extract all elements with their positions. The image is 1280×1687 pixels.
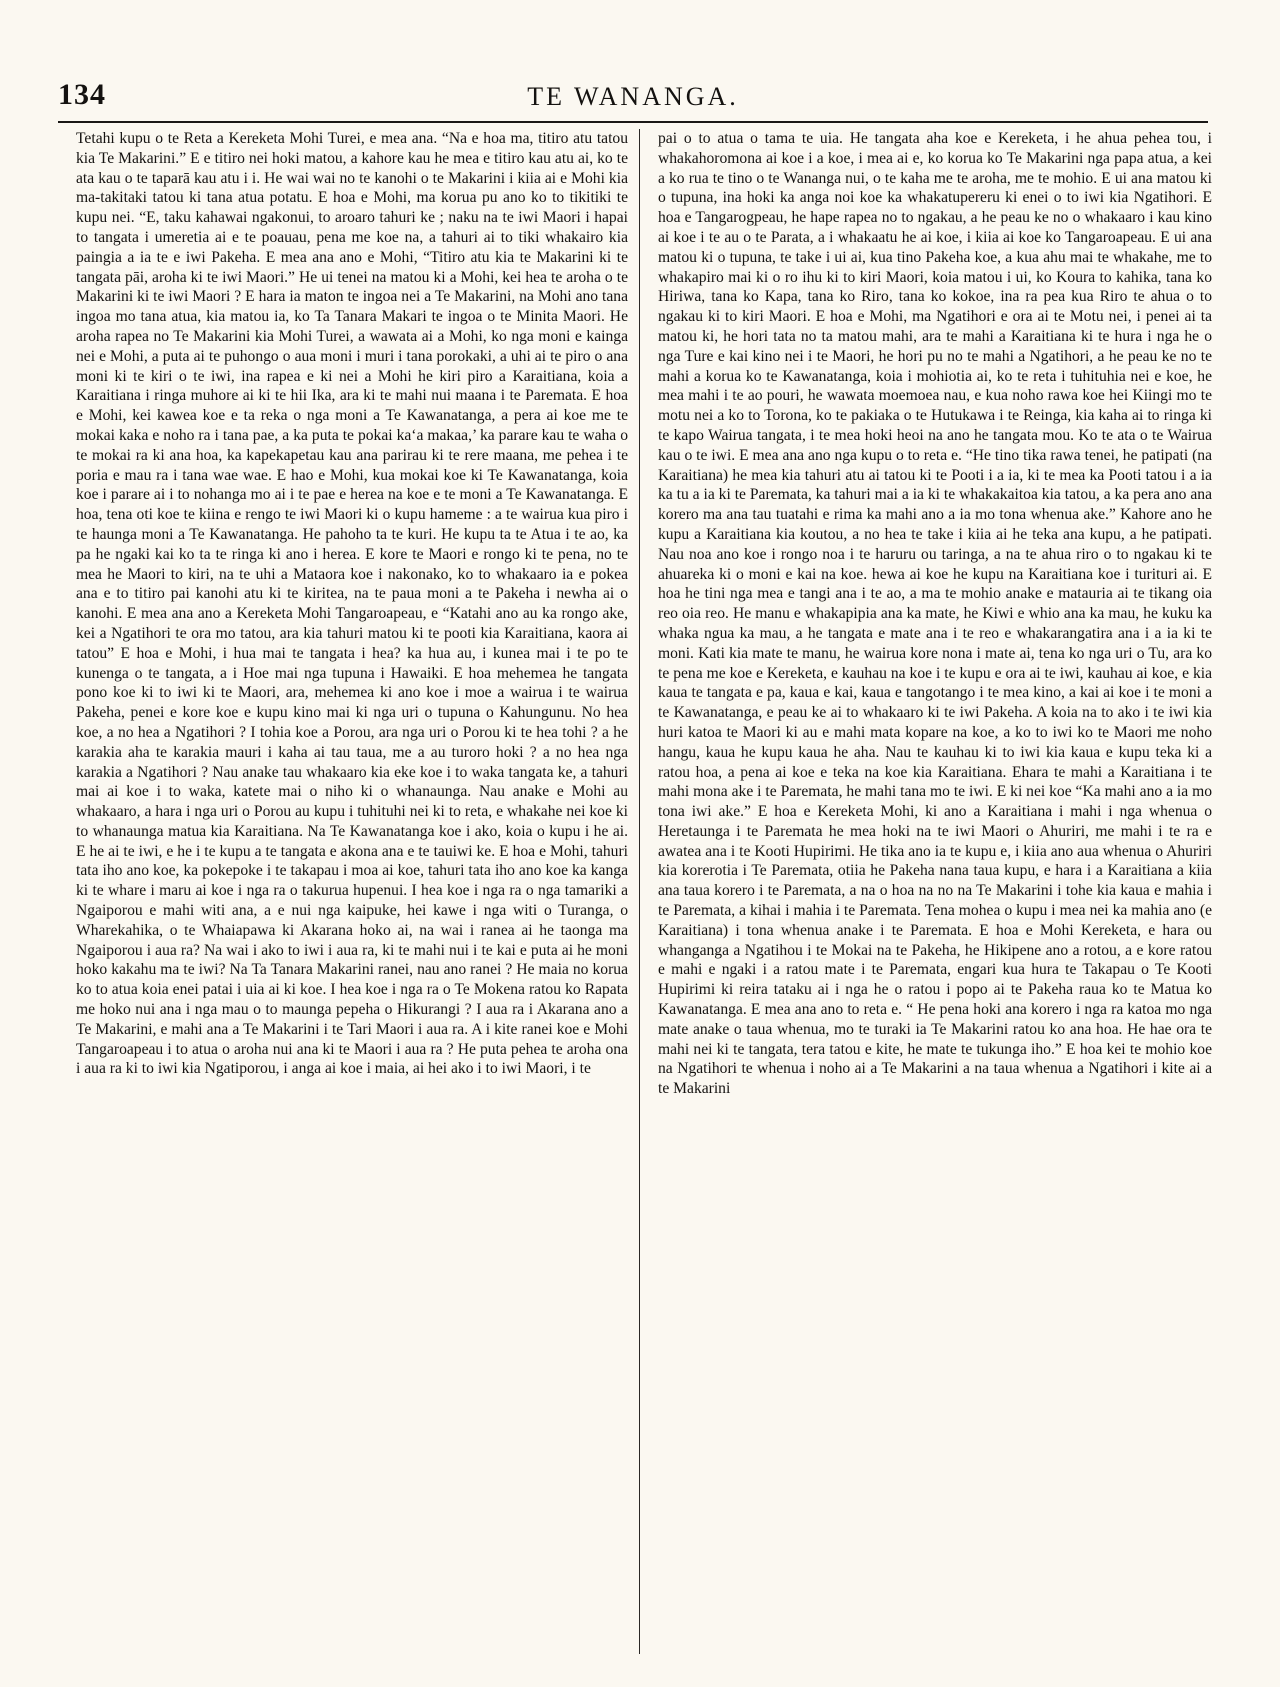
page-header [58, 78, 1208, 122]
column-divider [639, 129, 640, 1654]
header-rule [58, 121, 1208, 123]
newspaper-title: TE WANANGA. [527, 82, 739, 111]
left-column [76, 129, 628, 1659]
page-number: 134 [58, 78, 106, 111]
right-column-text: pai o to atua o tama te uia. He tangata aha koe e Kereketa, i he ahua pehea tou, i whakahoromona ai koe i a koe, i mea ai e, ko korua ko Te Makarini nga papa atua, a kei a ko rua te tino o te Wananga nui, o te kaha me te aroha, me te mohio. E ui ana matou ki o tupuna, ina hoki ka anga noi koe ka whakatupereru ki enei o to iwi kia Ngatihori. E hoa e Tangarogpeau, he hape rapea no to ngakau, a he peau ke no o whakaaro i kau kino ai koe i te au o te Parata, a i whakaatu he ai koe, i kiia ai koe ko Tangaroapeau. E ui ana matou ki o tupuna, te take i ui ai, kua tino Pakeha koe, a kua ahu mai te whakahe, me to whakapiro mai ki o ro ihu ki to kiri Maori, koia matou i ui, ko Koura to kahika, tana ko Hiriwa, tana ko Kapa, tana ko Riro, tana ko kokoe, ina ra pea kua Riro te ahua o to ngakau ki to kiri Maori. E hoa e Mohi, ma Ngatihori e ora ai te Motu nei, i penei ai ta matou ki, he hori tata no ta matou mahi, ara te mahi a Karaitiana ki te hura i nga he o nga Ture e kai kino nei i te Maori, he hori pu no te mahi a Ngatihori, a he peau ke no te mahi a korua ko te Kawanatanga, koia i mohiotia ai, ko te reta i tuhituhia nei e koe, he mea mahi i te ao pouri, he wawata moemoea nau, e kua noho rawa koe hei Kiingi mo te motu nei a ko to Torona, ko te pakiaka o te Hutukawa i te Reinga, kia kaha ai to ringa ki te kapo Wairua tangata, i te mea hoki heoi na ano he tangata mou. Ko te ata o te Wairua kau o te iwi. E mea ana ano nga kupu o to reta e. “He tino tika rawa tenei, he patipati (na Karaitiana) he mea kia tahuri atu ai tatou ki te Pooti i a ia, ki te mea ka Pooti tatou i a ia ka tu a ia ki te Paremata, ka tahuri mai a ia ki te whakakaitoa kia tatou, a ka pera ano ana korero ma ana tau tuatahi e rima ka mahi ano a ia mo tona whenua ake.” Kahore ano he kupu a Karaitiana kia koutou, a no hea te take i kiia ai he teka ana kupu, a he patipati. Nau noa ano koe i rongo noa i te haruru ou taringa, a na te ahua riro o to ngakau ki te ahuareka ki o moni e kai na koe. hewa ai koe he kupu na Karaitiana koe i turituri ai. E hoa he tini nga mea e tangi ana i te ao, a ma te mohio anake e matauria ai te tikang oia reo oia reo. He manu e whakapipia ana ka mate, he Kiwi e whio ana ka mau, he kuku ka whaka ngua ka mau, a he tangata e mate ana i te reo e whakarangatira ana i a ia ki te moni. Kati kia mate te manu, he wairua kore nona i mate ai, tena ko nga uri o Tu, ara ko te pena me koe e Kereketa, e kauhau na koe i te kupu e ora ai te iwi, kauhau ai koe, e kia kaua te tangata e pa, kaua e kai, kaua e tangotango i te mea kino, a kai ai koe i te moni a te Kawanatanga, e peau ke ai to whakaaro ki te iwi Pakeha. A koia na to ako i te iwi kia huri katoa te Maori ki au e mahi mata kopare na koe, a ko to iwi ko te Maori me noho hangu, kaua he kupu kaua he aha. Nau te kauhau ki to iwi kia kaua e kupu teka ki a ratou hoa, a pena ai koe e teka na koe kia Karaitiana. Ehara te mahi a Karaitiana i te mahi mona ake i te Paremata, he mahi tana mo te iwi. E ki nei koe “Ka mahi ano a ia mo tona iwi ake.” E hoa e Kereketa Mohi, ki ano a Karaitiana i mahi i nga whenua o Heretaunga i te Paremata he mea hoki na te iwi Maori o Ahuriri, me mahi i te ra e awatea ana i te Kooti Hupirimi. He tika ano ia te kupu e, i kiia ano aua whenua o Ahuriri kia korerotia i Te Paremata, otiia he Pakeha nana taua kupu, e hara i a Karaitiana a kiia ana taua korero i te Paremata, a na o hoa na no na Te Makarini i tohe kia kaua e mahia i te Paremata, a kihai i mahia i te Paremata. Tena mohea o kupu i mea nei ka mahia ano (e Karaitiana) i tona whenua anake i te Paremata. E hoa e Mohi Kereketa, e hara ou whanganga a Ngatihou i te Mokai na te Pakeha, he Hikipene ano a rotou, a e kore ratou e mahi e ngaki i a ratou mate i te Paremata, engari kua hura te Takapau o Te Kooti Hupirimi ki reira tataku ai i nga he o ratou i popo ai te Pakeha raua ko te Matua ko Kawanatanga. E mea ana ano to reta e. “ He pena hoki ana korero i nga ra katoa mo nga mate anake o taua whenua, mo te turaki ia Te Makarini ratou ko ana hoa. He hae ora te mahi nei ki te tangata, tera tatou e kite, he mate te tukunga iho.” E hoa kei te mohio koe na Ngatihori te whenua i noho ai a Te Makarini a na taua whenua a Ngatihori i kite ai a te Makarini [658, 130, 1212, 1098]
left-column-text: Tetahi kupu o te Reta a Kereketa Mohi Turei, e mea ana. “Na e hoa ma, titiro atu tatou kia Te Makarini.” E e titiro nei hoki matou, a kahore kau he mea e titiro kau atu ai, ko te ata kau o te taparā kau atu i i. He wai wai no te kanohi o te Makarini i kiia ai e Mohi kia ma-takitaki tatou ki tana atua potatu. E hoa e Mohi, ma korua pu ano ko to tikitiki te kupu nei. “E, taku kahawai ngakonui, to aroaro tahuri ke ; naku na te iwi Maori i hapai to tangata i umeretia ai e te poauau, pena me koe na, a tahuri ai to tiki whakairo kia paingia a ia te e iwi Pakeha. E mea ana ano e Mohi, “Titiro atu kia te Makarini ki te tangata pāi, aroha ki te iwi Maori.” He ui tenei na matou ki a Mohi, kei hea te aroha o te Makarini ki te iwi Maori ? E hara ia maton te ingoa nei a Te Makarini, na Mohi ano tana ingoa mo tana atua, kia matou ia, ko Ta Tanara Makari te ingoa o te Minita Maori. He aroha rapea no Te Makarini kia Mohi Turei, a wawata ai a Mohi, ko nga moni e kainga nei e Mohi, a puta ai te puhongo o aua moni i muri i tana porokaki, a uhi ai te piro o ana moni ki te kiri o te iwi, ina rapea e ki nei a Mohi he kiri piro a Karaitiana, koia a Karaitiana i ringa muhore ai ki te hii Ika, ara ki te mahi nui maana i te Paremata. E hoa e Mohi, kei kawea koe e ta reka o nga moni a Te Kawanatanga, a pera ai koe me te mokai kaka e noho ra i tana pae, a ka puta te pokai ka‘a makaa,’ ka parare kau te waha o te mokai ra ki ana hoa, ka kapekapetau kau ana parirau ki te rere maana, me pehea i te poria e mau ra i tana wae wae. E hao e Mohi, kua mokai koe ki Te Kawanatanga, koia koe i parare ai i to nohanga mo ai i te pae e herea na koe e te moni a Te Kawanatanga. E hoa, tena oti koe te kiina e rengo te iwi Maori ki o kupu hameme : a te wairua kua piro i te haunga moni a Te Kawanatanga. He pahoho ta te kuri. He kupu ta te Atua i te ao, ka pa he ngaki kai ko ta te ringa ki ano i herea. E kore te Maori e rongo ki te pena, no te mea he Maori to kiri, na te uhi a Mataora koe i nakonako, ko to whakaaro ia e pokea ana e to titiro pai kanohi atu ki te kiritea, na te paua moni a te Pakeha i newha ai o kanohi. E mea ana ano a Kereketa Mohi Tangaroapeau, e “Katahi ano au ka rongo ake, kei a Ngatihori te ora mo tatou, ara kia tahuri matou ki te pooti kia Karaitiana, kaora ai tatou” E hoa e Mohi, i hua mai te tangata i hea? ka hua au, i kunea mai i te po te kunenga o te tangata, a i Hoe mai nga tupuna i Hawaiki. E hoa mehemea he tangata pono koe ki to iwi ki te Maori, ara, mehemea ki ano koe i moe a wairua i te wairua Pakeha, penei e kore koe e kupu kino mai ki nga uri o tupuna o Kahungunu. No hea koe, a no hea a Ngatihori ? I tohia koe a Porou, ara nga uri o Porou ki te hea tohi ? a he karakia aha te karakia mauri i kaha ai tau taua, me a au turoro hoki ? a no hea nga karakia a Ngatihori ? Nau anake tau whakaaro kia eke koe i to waka tangata ke, a tahuri mai ai koe i to waka, katete mai o niho ki o whanaunga. Nau anake e Mohi au whakaaro, a hara i nga uri o Porou au kupu i tuhituhi nei ki to reta, e whakahe nei koe ki to whanaunga matua kia Karaitiana. Na Te Kawanatanga koe i ako, koia o kupu i he ai. E he ai te iwi, e he i te kupu a te tangata e akona ana e te tauiwi ke. E hoa e Mohi, tahuri tata iho ano koe, ka pokepoke i te takapau i moa ai koe, tahuri tata iho ano koe ka kanga ki te whare i maru ai koe i nga ra o takurua hupenui. I hea koe i nga ra o nga tamariki a Ngaiporou e mahi witi ana, a e nui nga kaipuke, hei kawe i nga witi o Turanga, o Wharekahika, o te Whaiapawa ki Akarana hoko ai, na wai i ranea ai he taonga ma Ngaiporou i aua ra? Na wai i ako to iwi i aua ra, ki te mahi nui i te kai e puta ai he moni hoko kakahu ma te iwi? Na Ta Tanara Makarini ranei, nau ano ranei ? He maia no korua ko to atua koia enei patai i uia ai ki koe. I hea koe i nga ra o Te Mokena ratou ko Rapata me hoko nui ana i nga mau o to maunga pepeha o Hikurangi ? I aua ra i Akarana ano a Te Makarini, e mahi ana a Te Makarini i te Tari Maori i aua ra. A i kite ranei koe e Mohi Tangaroapeau i to atua o aroha nui ana ki te Maori i aua ra ? He puta pehea te aroha ona i aua ra ki to iwi kia Ngatiporou, i anga ai koe i maia, ai hei ako i to iwi Maori, i te [76, 130, 628, 1078]
right-column [658, 129, 1212, 1659]
